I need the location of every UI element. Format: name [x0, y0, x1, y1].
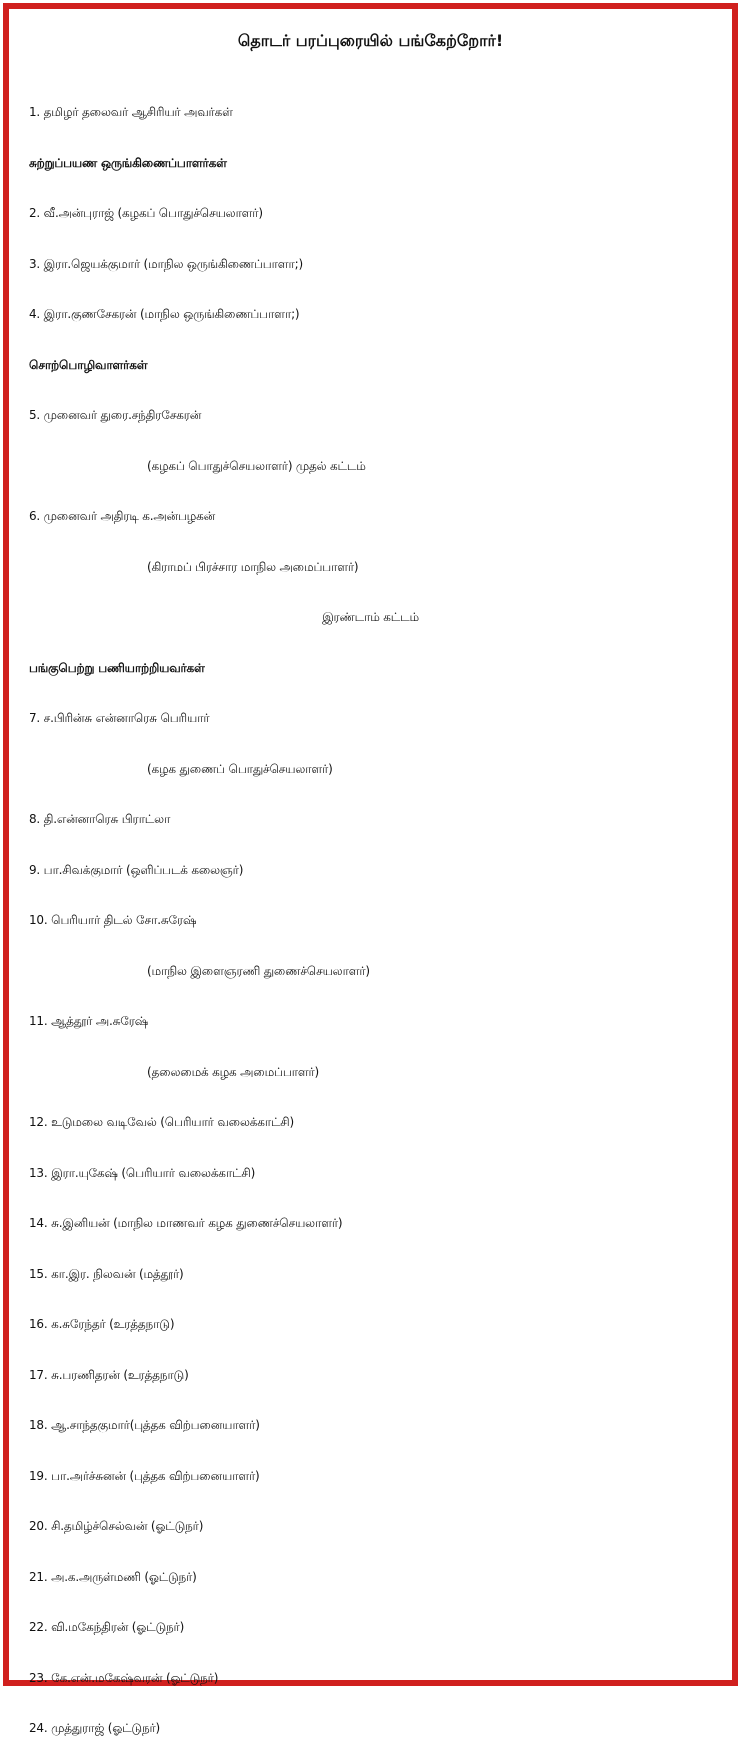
list-item: 16. க.சுரேந்தர் (உரத்தநாடு) — [29, 1317, 175, 1331]
list-item-continuation: (தலைமைக் கழக அமைப்பாளர்) — [147, 1064, 319, 1079]
bordered-notice-box — [3, 3, 738, 1735]
list-item: 21. அ.க.அருள்மணி (ஓட்டுநர்) — [29, 1569, 197, 1584]
list-item: 8. தி.என்னாரெசு பிராட்லா — [29, 812, 171, 826]
list-item: 12. உடுமலை வடிவேல் (பெரியார் வலைக்காட்சி) — [29, 1115, 294, 1129]
list-item: 13. இரா.யுகேஷ் (பெரியார் வலைக்காட்சி) — [29, 1165, 256, 1180]
list-item: 14. சு.இனியன் (மாநில மாணவர் கழக துணைச்செயலாளர்) — [29, 1216, 343, 1230]
section-heading: சுற்றுப்பயண ஒருங்கிணைப்பாளர்கள் — [29, 155, 227, 170]
list-item-continuation: (கழகப் பொதுச்செயலாளர்) முதல் கட்டம் — [147, 458, 366, 473]
list-item: 11. ஆத்தூர் அ.சுரேஷ் — [29, 1014, 148, 1028]
list-item: 2. வீ.அன்புராஜ் (கழகப் பொதுச்செயலாளர்) — [29, 206, 263, 220]
list-item: 10. பெரியார் திடல் சோ.சுரேஷ் — [29, 913, 197, 927]
list-item: 20. சி.தமிழ்ச்செல்வன் (ஓட்டுநர்) — [29, 1519, 204, 1533]
list-item-continuation: இரண்டாம் கட்டம் — [322, 610, 419, 624]
list-item: 19. பா.அர்ச்சுனன் (புத்தக விற்பனையாளர்) — [29, 1468, 260, 1483]
list-item-continuation: (கழக துணைப் பொதுச்செயலாளர்) — [147, 761, 333, 776]
list-item: 18. ஆ.சாந்தகுமார்(புத்தக விற்பனையாளர்) — [29, 1418, 260, 1432]
participant-list — [9, 87, 732, 1754]
list-item: 1. தமிழர் தலைவர் ஆசிரியர் அவர்கள் — [29, 105, 233, 119]
section-heading: பங்குபெற்று பணியாற்றியவர்கள் — [29, 660, 205, 675]
list-item: 22. வி.மகேந்திரன் (ஓட்டுநர்) — [29, 1620, 185, 1634]
list-item: 4. இரா.குணசேகரன் (மாநில ஒருங்கிணைப்பாளா;) — [29, 307, 300, 321]
list-item: 3. இரா.ஜெயக்குமார் (மாநில ஒருங்கிணைப்பாளா;) — [29, 256, 303, 271]
list-item: 15. கா.இர. நிலவன் (மத்தூர்) — [29, 1266, 184, 1281]
section-heading: சொற்பொழிவாளர்கள் — [29, 357, 148, 372]
list-item: 5. முனைவர் துரை.சந்திரசேகரன் — [29, 408, 202, 422]
list-item-continuation: (கிராமப் பிரச்சார மாநில அமைப்பாளர்) — [147, 559, 359, 574]
list-item: 7. ச.பிரின்சு என்னாரெசு பெரியார் — [29, 711, 210, 725]
list-item: 6. முனைவர் அதிரடி க.அன்பழகன் — [29, 509, 216, 523]
list-item: 17. சு.பரணிதரன் (உரத்தநாடு) — [29, 1367, 189, 1382]
notice-title: தொடர் பரப்புரையில் பங்கேற்றோர்! — [237, 31, 504, 50]
list-item: 23. கே.என்.மகேஷ்வரன் (ஓட்டுநர்) — [29, 1670, 219, 1685]
list-item: 9. பா.சிவக்குமார் (ஒளிப்படக் கலைஞர்) — [29, 862, 244, 877]
list-item-continuation: (மாநில இளைஞரணி துணைச்செயலாளர்) — [147, 963, 370, 978]
list-item: 24. முத்துராஜ் (ஓட்டுநர்) — [29, 1721, 160, 1735]
